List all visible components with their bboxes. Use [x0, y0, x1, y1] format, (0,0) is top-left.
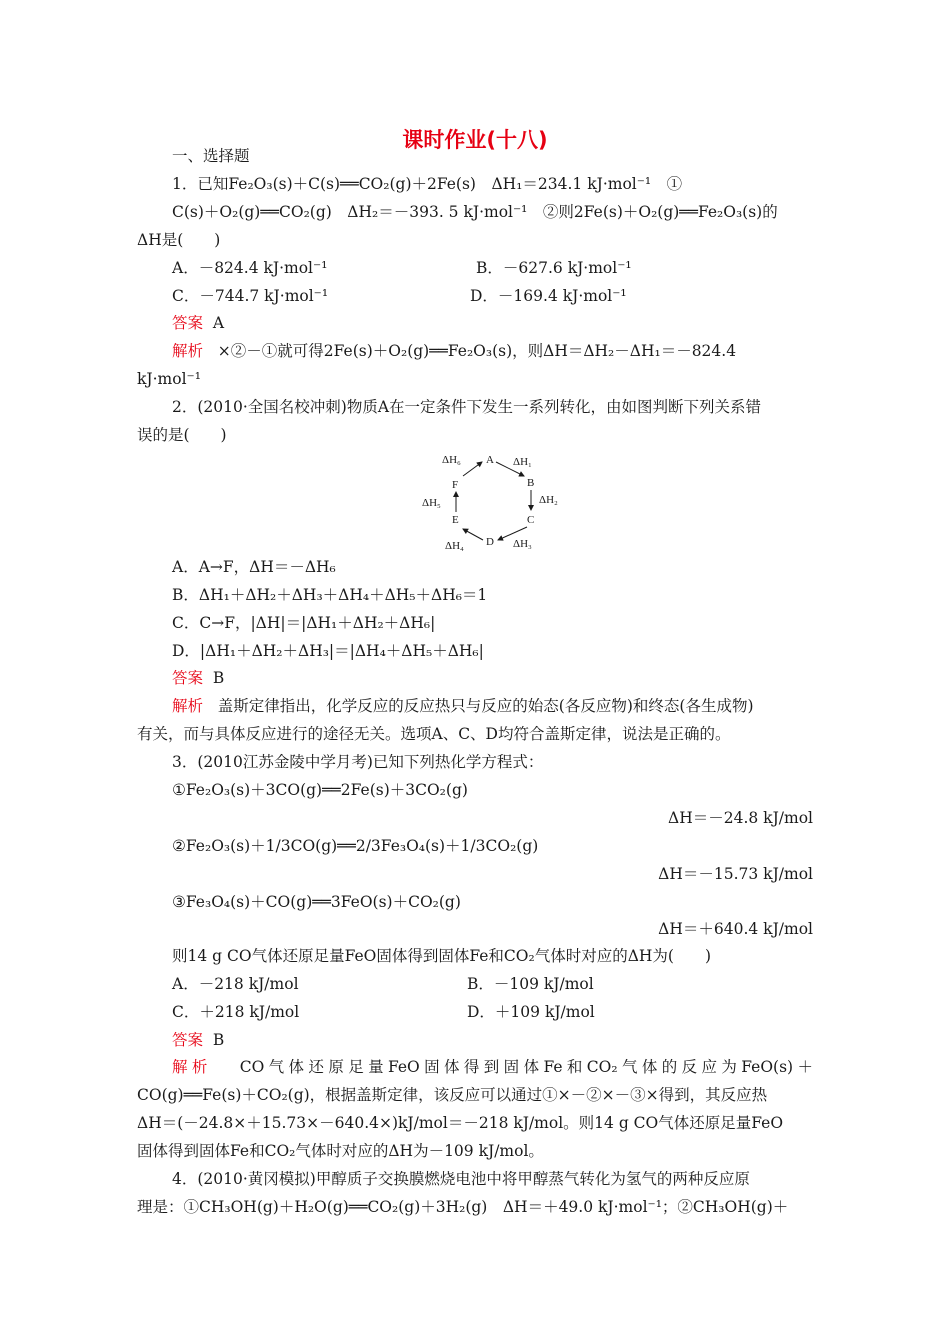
q1-option-b: B．－627.6 kJ·mol⁻¹ — [476, 259, 632, 277]
analysis-label: 解析 — [172, 1058, 212, 1076]
q3-equation-2: ②Fe₂O₃(s)＋1/3CO(g)══2/3Fe₃O₄(s)＋1/3CO₂(g) — [172, 837, 539, 855]
q3-analysis-line4: 固体得到固体Fe和CO₂气体时对应的ΔH为－109 kJ/mol。 — [137, 1142, 544, 1160]
node-a: A — [486, 454, 494, 466]
q2-option-b: B．ΔH₁＋ΔH₂＋ΔH₃＋ΔH₄＋ΔH₅＋ΔH₆＝1 — [172, 586, 488, 604]
answer-label: 答案 — [172, 669, 204, 687]
q1-line3: ΔH是( ) — [137, 231, 221, 249]
q3-option-a: A．－218 kJ/mol — [172, 975, 299, 993]
q2-option-a: A．A→F，ΔH＝－ΔH₆ — [172, 558, 336, 576]
q2-analysis — [172, 696, 754, 716]
q3-option-c: C．＋218 kJ/mol — [172, 1003, 300, 1021]
q3-equation-3: ③Fe₃O₄(s)＋CO(g)══3FeO(s)＋CO₂(g) — [172, 893, 461, 911]
analysis-label: 解析 — [172, 697, 204, 715]
label-dh2: ΔH₂ — [539, 494, 558, 506]
q1-analysis-line2: kJ·mol⁻¹ — [137, 370, 201, 388]
page-title: 课时作业(十八) — [402, 128, 548, 152]
q1-analysis — [172, 341, 736, 361]
q3-option-b: B．－109 kJ/mol — [467, 975, 594, 993]
q2-answer-value: B — [212, 669, 225, 687]
q3-dh-3: ΔH＝＋640.4 kJ/mol — [658, 920, 813, 938]
q1-analysis-line1: ×②－①就可得2Fe(s)＋O₂(g)══Fe₂O₃(s)，则ΔH＝ΔH₂－ΔH₁＝－824.4 — [217, 342, 737, 360]
q3-option-d: D．＋109 kJ/mol — [467, 1003, 595, 1021]
answer-label: 答案 — [172, 314, 204, 332]
node-c: C — [527, 514, 535, 526]
arrow-f-a — [463, 462, 482, 476]
q4-line2: 理是：①CH₃OH(g)＋H₂O(g)══CO₂(g)＋3H₂(g) ΔH＝＋49.0 kJ·mol⁻¹；②CH₃OH(g)＋ — [137, 1198, 789, 1216]
section-heading: 一、选择题 — [172, 147, 250, 165]
q3-analysis-line1: CO气体还原足量FeO固体得到固体Fe和CO₂气体的反应为FeO(s)＋ — [239, 1058, 813, 1076]
label-dh3: ΔH₃ — [513, 538, 532, 550]
q2-answer — [172, 668, 224, 688]
q3-analysis-line3: ΔH＝(－24.8×＋15.73×－640.4×)kJ/mol＝－218 kJ/mol。则14 g CO气体还原足量FeO — [137, 1114, 784, 1132]
label-dh5: ΔH₅ — [422, 497, 441, 509]
q2-option-d: D．|ΔH₁＋ΔH₂＋ΔH₃|＝|ΔH₄＋ΔH₅＋ΔH₆| — [172, 642, 484, 660]
q3-equation-1: ①Fe₂O₃(s)＋3CO(g)══2Fe(s)＋3CO₂(g) — [172, 781, 468, 799]
label-dh1: ΔH₁ — [513, 456, 532, 468]
label-dh6: ΔH₆ — [442, 454, 461, 466]
q1-option-d: D．－169.4 kJ·mol⁻¹ — [470, 287, 627, 305]
arrow-d-e — [463, 529, 483, 540]
label-dh4: ΔH₄ — [445, 540, 464, 552]
q2-option-c: C．C→F，|ΔH|＝|ΔH₁＋ΔH₂＋ΔH₆| — [172, 614, 436, 632]
q2-analysis-line2: 有关，而与具体反应进行的途径无关。选项A、C、D均符合盖斯定律，说法是正确的。 — [137, 725, 731, 743]
q1-answer — [172, 313, 224, 333]
q1-line1: 1．已知Fe₂O₃(s)＋C(s)══CO₂(g)＋2Fe(s) ΔH₁＝234.1 kJ·mol⁻¹ ① — [172, 175, 683, 193]
q3-dh-2: ΔH＝－15.73 kJ/mol — [658, 865, 813, 883]
q1-option-a: A．－824.4 kJ·mol⁻¹ — [172, 259, 328, 277]
q3-question: 则14 g CO气体还原足量FeO固体得到固体Fe和CO₂气体时对应的ΔH为( ) — [172, 947, 712, 965]
q3-answer-value: B — [212, 1031, 225, 1049]
q2-line1: 2．(2010·全国名校冲刺)物质A在一定条件下发生一系列转化，由如图判断下列关系错 — [172, 398, 762, 416]
node-d: D — [486, 536, 494, 548]
q2-line2: 误的是( ) — [137, 426, 227, 444]
q1-option-c: C．－744.7 kJ·mol⁻¹ — [172, 287, 329, 305]
node-b: B — [527, 477, 535, 489]
node-e: E — [452, 514, 459, 526]
node-f: F — [452, 479, 459, 491]
hess-cycle-diagram — [410, 448, 580, 558]
answer-label: 答案 — [172, 1031, 204, 1049]
q3-answer — [172, 1030, 224, 1050]
q3-dh-1: ΔH＝－24.8 kJ/mol — [668, 809, 813, 827]
q3-analysis — [172, 1057, 813, 1077]
q4-line1: 4．(2010·黄冈模拟)甲醇质子交换膜燃烧电池中将甲醇蒸气转化为氢气的两种反应原 — [172, 1170, 750, 1188]
q3-analysis-line2: CO(g)══Fe(s)＋CO₂(g)，根据盖斯定律，该反应可以通过①×－②×－③×得到，其反应热 — [137, 1086, 768, 1104]
q1-answer-value: A — [212, 314, 225, 332]
analysis-label: 解析 — [172, 342, 204, 360]
q3-line1: 3．(2010江苏金陵中学月考)已知下列热化学方程式： — [172, 753, 544, 771]
q2-analysis-line1: 盖斯定律指出，化学反应的反应热只与反应的始态(各反应物)和终态(各生成物) — [217, 697, 754, 715]
q1-line2: C(s)＋O₂(g)══CO₂(g) ΔH₂＝－393. 5 kJ·mol⁻¹ ②则2Fe(s)＋O₂(g)══Fe₂O₃(s)的 — [172, 203, 778, 221]
